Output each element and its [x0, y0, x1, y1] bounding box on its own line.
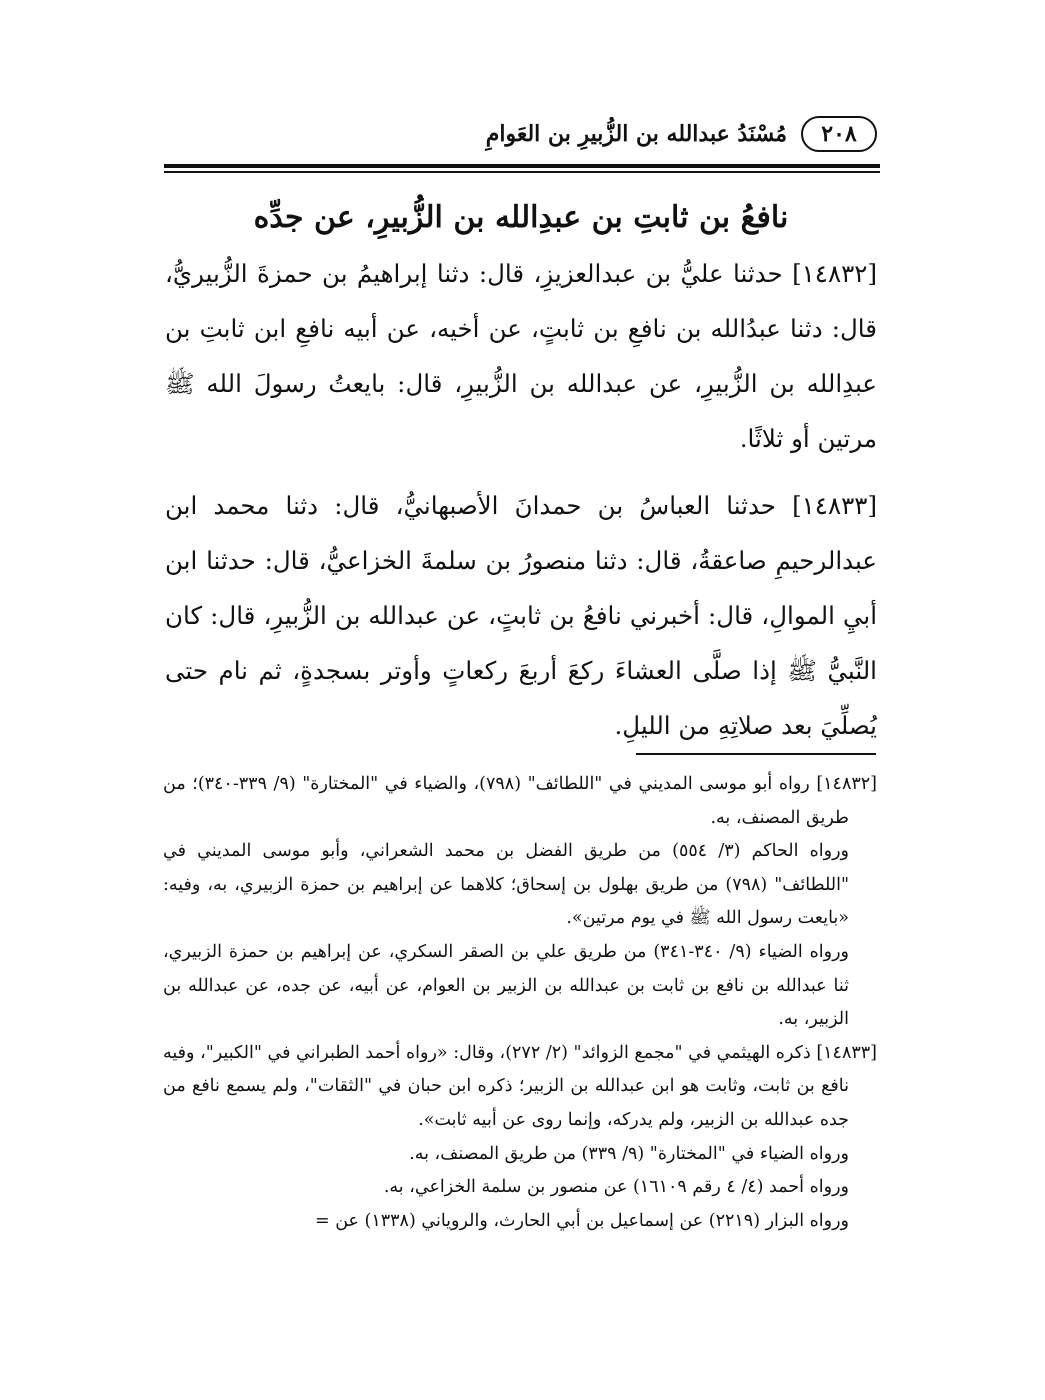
footnote-14833 [163, 1037, 877, 1239]
header-divider-thin [164, 171, 880, 173]
hadith-14832: [١٤٨٣٢] حدثنا عليُّ بن عبدالعزيزِ، قال: دثنا إبراهيمُ بن حمزةَ الزُّبيريُّ، قال: دثنا عبدُالله بن نافعِ بن ثابتٍ، عن أخيه، عن أبيه نافعِ ابن ثابتِ بن عبدِالله بن الزُّبيرِ، عن عبدالله بن الزُّبيرِ، قال: بايعتُ رسولَ الله ﷺ مرتين أو ثلاثًا. [165, 259, 877, 453]
footnote-paragraph: [١٤٨٣٢] رواه أبو موسى المديني في "اللطائف" (٧٩٨)، والضياء في "المختارة" (٩/ ٣٣٩-٣٤٠)؛ من طريق المصنف، به. [163, 774, 877, 828]
footnote-paragraph: [١٤٨٣٣] ذكره الهيثمي في "مجمع الزوائد" (٢/ ٢٧٢)، وقال: «رواه أحمد الطبراني في "الكبير"، وفيه نافع بن ثابت، وثابت هو ابن عبدالله بن الزبير؛ ذكره ابن حبان في "الثقات"، ولم يسمع نافع من جده عبدالله بن الزبير، ولم يدركه، وإنما روى عن أبيه ثابت». [163, 1042, 877, 1130]
section-heading: نافعُ بن ثابتِ بن عبدِالله بن الزُّبيرِ، عن جدِّه [253, 200, 789, 235]
running-title: مُسْنَدُ عبدالله بن الزُّبيرِ بن العَوامِ [485, 121, 787, 147]
footnote-paragraph: ورواه الحاكم (٣/ ٥٥٤) من طريق الفضل بن محمد الشعراني، وأبو موسى المديني في "اللطائف" (٧٩٨) من طريق بهلول بن إسحاق؛ كلاهما عن إبراهيم بن حمزة الزبيري، به، وفيه: «بايعت رسول الله ﷺ في يوم مرتين». [163, 841, 849, 929]
footnotes [163, 768, 877, 1238]
footnote-14832 [163, 768, 877, 1037]
header-divider-thick [164, 164, 880, 168]
footnote-paragraph: ورواه البزار (٢٢١٩) عن إسماعيل بن أبي الحارث، والروياني (١٣٣٨) عن = [314, 1210, 849, 1231]
footnote-paragraph: ورواه الضياء في "المختارة" (٩/ ٣٣٩) من طريق المصنف، به. [409, 1143, 849, 1164]
footnote-paragraph: ورواه أحمد (٤/ ٤ رقم ١٦١٠٩) عن منصور بن سلمة الخزاعي، به. [383, 1177, 849, 1198]
hadith-14833: [١٤٨٣٣] حدثنا العباسُ بن حمدانَ الأصبهانيُّ، قال: دثنا محمد ابن عبدالرحيمِ صاعقةُ، قال: دثنا منصورُ بن سلمةَ الخزاعيُّ، قال: حدثنا ابن أبيِ الموالِ، قال: أخبرني نافعُ بن ثابتٍ، عن عبدالله بن الزُّبيرِ، قال: كان النَّبيُّ ﷺ إذا صلَّى العشاءَ ركعَ أربعَ ركعاتٍ وأوتر بسجدةٍ، ثم نام حتى يُصلِّيَ بعد صلاتِهِ من الليلِ. [165, 491, 877, 740]
page-number: ٢٠٨ [821, 121, 857, 147]
running-header [165, 112, 877, 156]
main-text [165, 190, 877, 753]
page-number-badge [801, 116, 877, 152]
footnote-paragraph: ورواه الضياء (٩/ ٣٤٠-٣٤١) من طريق علي بن الصقر السكري، عن إبراهيم بن حمزة الزبيري، ثنا عبدالله بن نافع بن ثابت بن عبدالله بن الزبير بن العوام، عن أبيه، عن جده، عن عبدالله بن الزبير، به. [163, 941, 849, 1030]
footnote-separator [636, 753, 876, 755]
paragraph-spacer [165, 466, 877, 478]
